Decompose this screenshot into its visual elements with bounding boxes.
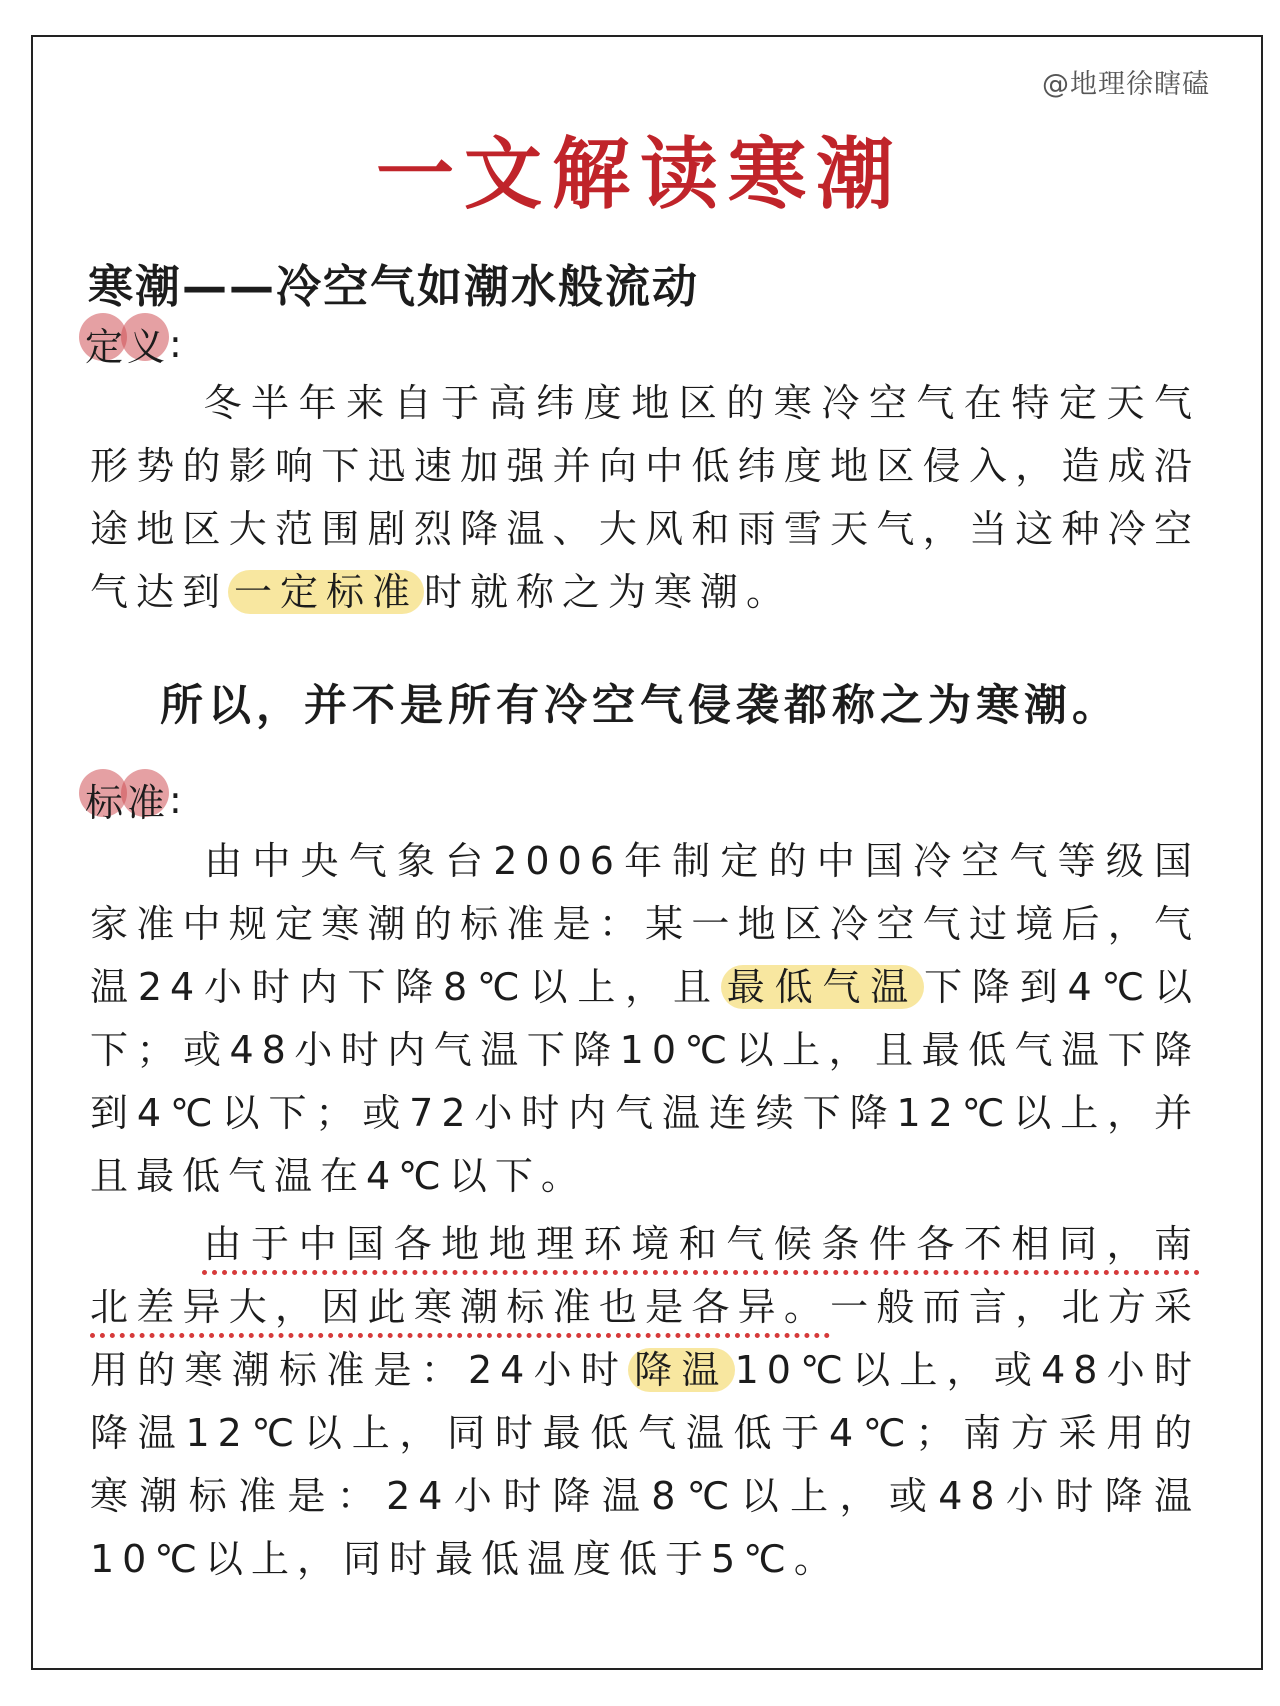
standard-paragraph-national: 由中央气象台2006年制定的中国冷空气等级国家准中规定寒潮的标准是：某一地区冷空气过境后，气温24小时内下降8℃以上，且 最低气温 下降到4℃以下；或48小时内气温下降10℃以上，且最低气温下降到4℃以下；或72小时内气温连续下降12℃以上，并且最低气温在4℃以下。 bbox=[90, 839, 1200, 1198]
definition-label-dot: 义 bbox=[127, 316, 169, 371]
dotted-underline-note: 由于中国各地地理环境和气候条件各不相同，南北差异大，因此寒潮标准也是各异。 bbox=[90, 1222, 1200, 1338]
definition-label: 定 义 : bbox=[85, 316, 186, 371]
standard-paragraph-regional: 由于中国各地地理环境和气候条件各不相同，南北差异大，因此寒潮标准也是各异。一般而言，北方采用的寒潮标准是：24小时 降温 10℃以上，或48小时降温12℃以上，同时最低气温低于4℃；南方采用的寒潮标准是：24小时降温8℃以上，或48小时降温10℃以上，同时最低温度低于5℃。 bbox=[90, 1222, 1200, 1581]
highlight-min-temp: 最低气温 bbox=[721, 965, 924, 1009]
section-subtitle: 寒潮——冷空气如潮水般流动 bbox=[88, 260, 700, 313]
definition-label-dot: 定 bbox=[85, 316, 127, 371]
standard-label-dot: 准 bbox=[127, 772, 169, 827]
standard-label-dot: 标 bbox=[85, 772, 127, 827]
page-title: 一文解读寒潮 bbox=[375, 129, 904, 220]
watermark: @地理徐瞎磕 bbox=[1042, 69, 1210, 100]
definition-paragraph: 冬半年来自于高纬度地区的寒冷空气在特定天气形势的影响下迅速加强并向中低纬度地区侵入，造成沿途地区大范围剧烈降温、大风和雨雪天气，当这种冷空气达到 一定标准 时就称之为寒潮。 bbox=[90, 381, 1200, 614]
highlight-cooling: 降温 bbox=[628, 1348, 735, 1392]
standard-label: 标 准 : bbox=[85, 772, 186, 827]
emphasis-sentence: 所以，并不是所有冷空气侵袭都称之为寒潮。 bbox=[160, 681, 1120, 731]
highlight-standard: 一定标准 bbox=[228, 570, 424, 614]
